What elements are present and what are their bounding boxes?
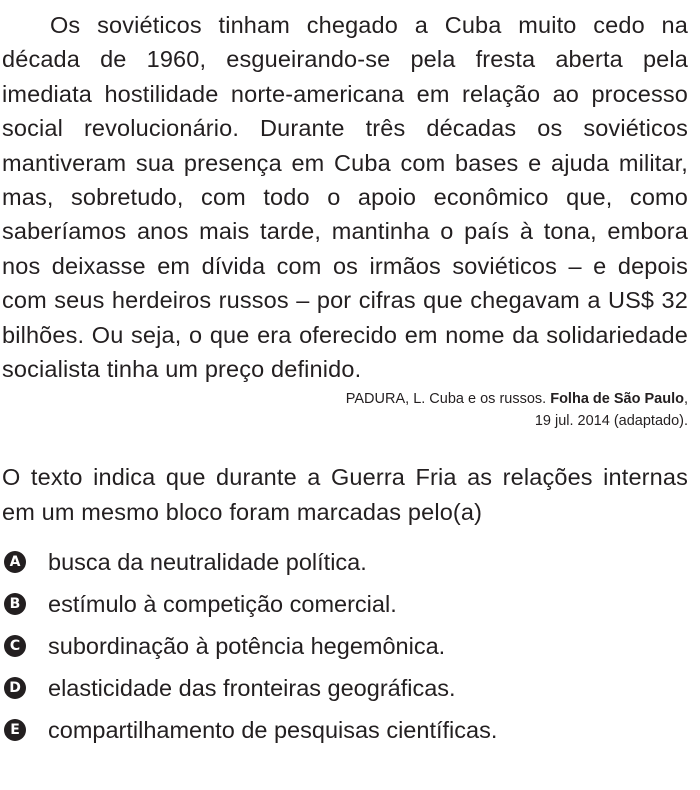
answer-options	[2, 541, 688, 751]
option-c-letter-badge: C	[4, 635, 26, 657]
option-e-letter-badge: E	[4, 719, 26, 741]
option-d[interactable]	[2, 667, 688, 709]
option-d-letter-badge: D	[4, 677, 26, 699]
citation-date: 19 jul. 2014 (adaptado).	[534, 413, 688, 430]
option-b[interactable]	[2, 583, 688, 625]
question-stem: O texto indica que durante a Guerra Fria as relações internas em um mesmo bloco foram marcadas pelo(a)	[2, 464, 688, 525]
citation	[2, 388, 688, 432]
option-d-text: elasticidade das fronteiras geográficas.	[48, 674, 456, 701]
option-c[interactable]	[2, 625, 688, 667]
option-a-letter-badge: A	[4, 551, 26, 573]
option-a-text: busca da neutralidade política.	[48, 548, 367, 575]
option-e[interactable]	[2, 709, 688, 751]
option-c-text: subordinação à potência hegemônica.	[48, 632, 446, 659]
citation-line-1	[2, 388, 688, 410]
citation-separator: ,	[683, 391, 688, 408]
option-b-text: estímulo à competição comercial.	[48, 590, 397, 617]
option-e-text: compartilhamento de pesquisas científicas.	[48, 716, 498, 743]
source-passage: Os soviéticos tinham chegado a Cuba muito cedo na década de 1960, esgueirando-se pela fresta aberta pela imediata hostilidade norte-americana em relação ao processo social revolucionário. Durante três décadas os soviéticos mantiveram sua presença em Cuba com bases e ajuda militar, mas, sobretudo, com todo o apoio econômico que, como saberíamos anos mais tarde, mantinha o país à tona, embora nos deixasse em dívida com os irmãos soviéticos – e depois com seus herdeiros russos – por cifras que chegavam a US$ 32 bilhões. Ou seja, o que era oferecido em nome da solidariedade socialista tinha um preço definido.	[2, 12, 688, 383]
citation-publication: Folha de São Paulo	[550, 391, 684, 408]
option-b-letter-badge: B	[4, 593, 26, 615]
option-a[interactable]	[2, 541, 688, 583]
citation-author-title: PADURA, L. Cuba e os russos.	[345, 391, 551, 408]
